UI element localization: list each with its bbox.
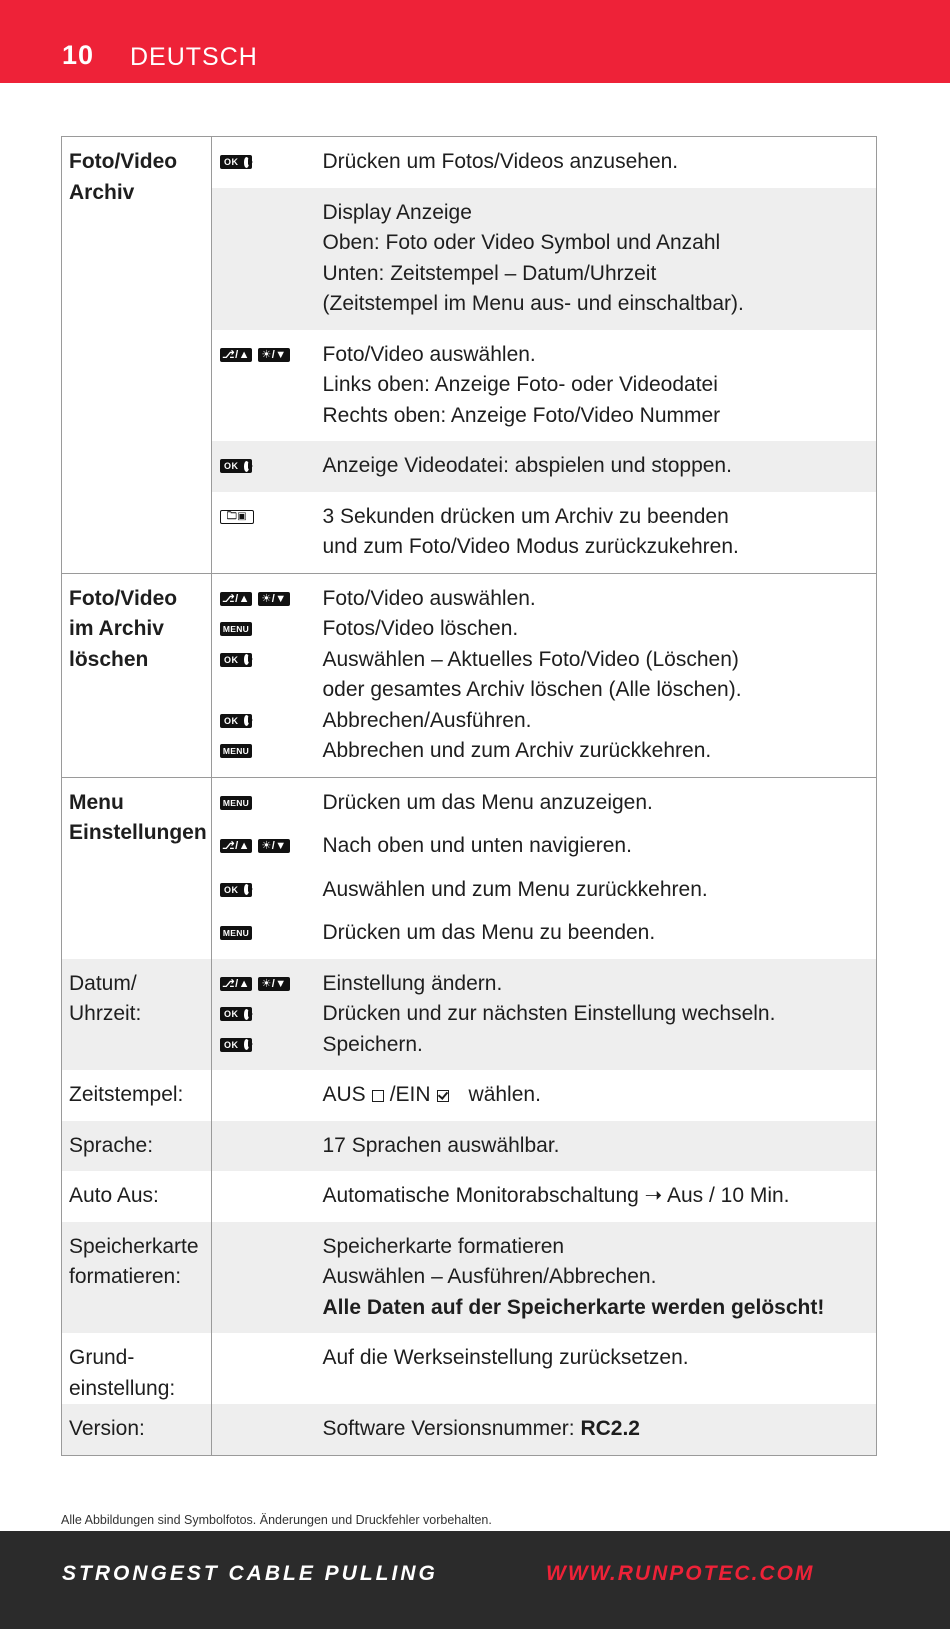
checkbox-empty-icon [372,1090,384,1102]
setting-label-speicherkarte: Speicherkarte formatieren: [62,1222,212,1334]
option-aus: AUS [322,1083,366,1106]
table-row: Auto Aus: Automatische Monitorabschaltung ➝ Aus / 10 Min. [62,1171,877,1222]
table-row: Speicherkarte formatieren: Speicherkarte formatieren Auswählen – Ausführen/Abbrechen. Alle Daten auf der Speicherkarte werden gelöscht! [62,1222,877,1334]
table-row: Datum/ Uhrzeit: ⎇/▲ ☀/▼ OK OK Einstellung ändern. Drücken und zur nächsten Einstellung wechseln. Speichern. [62,959,877,1071]
setting-label-datum: Datum/ Uhrzeit: [62,959,212,1071]
light-down-icon: ☀/▼ [258,839,290,853]
ok-play-icon: OK [220,1007,252,1021]
table-row: Zeitstempel: AUS /EIN wählen. [62,1070,877,1121]
format-warning: Alle Daten auf der Speicherkarte werden gelöscht! [322,1295,825,1319]
table-row: 🗀▣ 3 Sekunden drücken um Archiv zu beenden und zum Foto/Video Modus zurückzukehren. [62,492,877,574]
ok-play-icon: OK [220,653,252,667]
instruction-table [61,136,877,1456]
page-number: 10 [62,40,95,70]
checkbox-checked-icon [437,1090,449,1102]
setting-label-version: Version: [62,1404,212,1455]
table-row: OK Anzeige Videodatei: abspielen und stoppen. [62,441,877,492]
header-bar [0,0,950,83]
table-row: MENU Drücken um das Menu zu beenden. [62,915,877,959]
ok-play-icon: OK [220,883,252,897]
slogan: STRONGEST CABLE PULLING [62,1562,438,1585]
footnote: Alle Abbildungen sind Symbolfotos. Änderungen und Druckfehler vorbehalten. [61,1513,492,1527]
mic-up-icon: ⎇/▲ [221,592,251,605]
setting-label-zeitstempel: Zeitstempel: [62,1070,212,1121]
table-row: Sprache: 17 Sprachen auswählbar. [62,1121,877,1172]
mic-up-icon: ⎇/▲ [221,840,251,852]
mic-up-icon: ⎇/▲ [221,977,251,990]
table-row: Grund- einstellung: Auf die Werkseinstellung zurücksetzen. [62,1333,877,1404]
menu-icon: MENU [220,622,252,636]
mic-up-icon: ⎇/▲ [221,348,251,361]
ok-play-icon: OK [220,1038,252,1052]
light-down-icon: ☀/▼ [258,977,290,991]
website-link[interactable]: WWW.RUNPOTEC.COM [546,1562,815,1585]
footer-bar [0,1531,950,1629]
light-down-icon: ☀/▼ [258,592,290,606]
version-number: RC2.2 [580,1417,640,1440]
table-row: ⎇/▲ ☀/▼ Foto/Video auswählen. Links oben: Anzeige Foto- oder Videodatei Rechts oben: Anzeige Foto/Video Nummer [221,342,721,427]
table-row: Display Anzeige Oben: Foto oder Video Symbol und Anzahl Unten: Zeitstempel – Datum/Uhrzeit (Zeitstempel im Menu aus- und einschaltbar). [62,188,877,330]
option-ein: /EIN [389,1083,431,1106]
menu-icon: MENU [220,744,252,758]
language-label: DEUTSCH [130,43,258,71]
menu-icon: MENU [220,796,252,810]
table-row: Foto/Video im Archiv löschen ⎇/▲ ☀/▼ MENU OK OK MENU Foto/Video auswählen. Fotos/Video löschen. Auswählen – Aktuelles Foto/Video (Löschen) oder gesamtes Archiv löschen (Alle löschen). Abbrechen/Ausführen. Abbrechen und zum Archiv zurückkehren. [62,573,877,777]
section-label-archiv: Foto/Video Archiv [62,137,212,574]
folder-icon: 🗀▣ [220,510,254,524]
setting-label-sprache: Sprache: [62,1121,212,1172]
light-down-icon: ☀/▼ [258,348,290,362]
section-label-loeschen: Foto/Video im Archiv löschen [62,573,212,777]
table-row: Foto/Video Archiv OK Drücken um Fotos/Videos anzusehen. [62,137,877,188]
setting-label-auto-aus: Auto Aus: [62,1171,212,1222]
table-row: Menu Einstellungen MENU Drücken um das Menu anzuzeigen. [62,777,877,828]
section-label-menu: Menu Einstellungen [62,777,212,959]
ok-play-icon: OK [220,155,252,169]
table-row: ⎇/▲ ☀/▼ Nach oben und unten navigieren. [221,834,632,857]
ok-play-icon: OK [220,714,252,728]
setting-label-grundeinstellung: Grund- einstellung: [62,1333,212,1404]
table-row: OK Auswählen und zum Menu zurückkehren. [62,872,877,916]
ok-play-icon: OK [220,459,252,473]
table-row: Version: Software Versionsnummer: RC2.2 [62,1404,877,1455]
menu-icon: MENU [220,926,252,940]
